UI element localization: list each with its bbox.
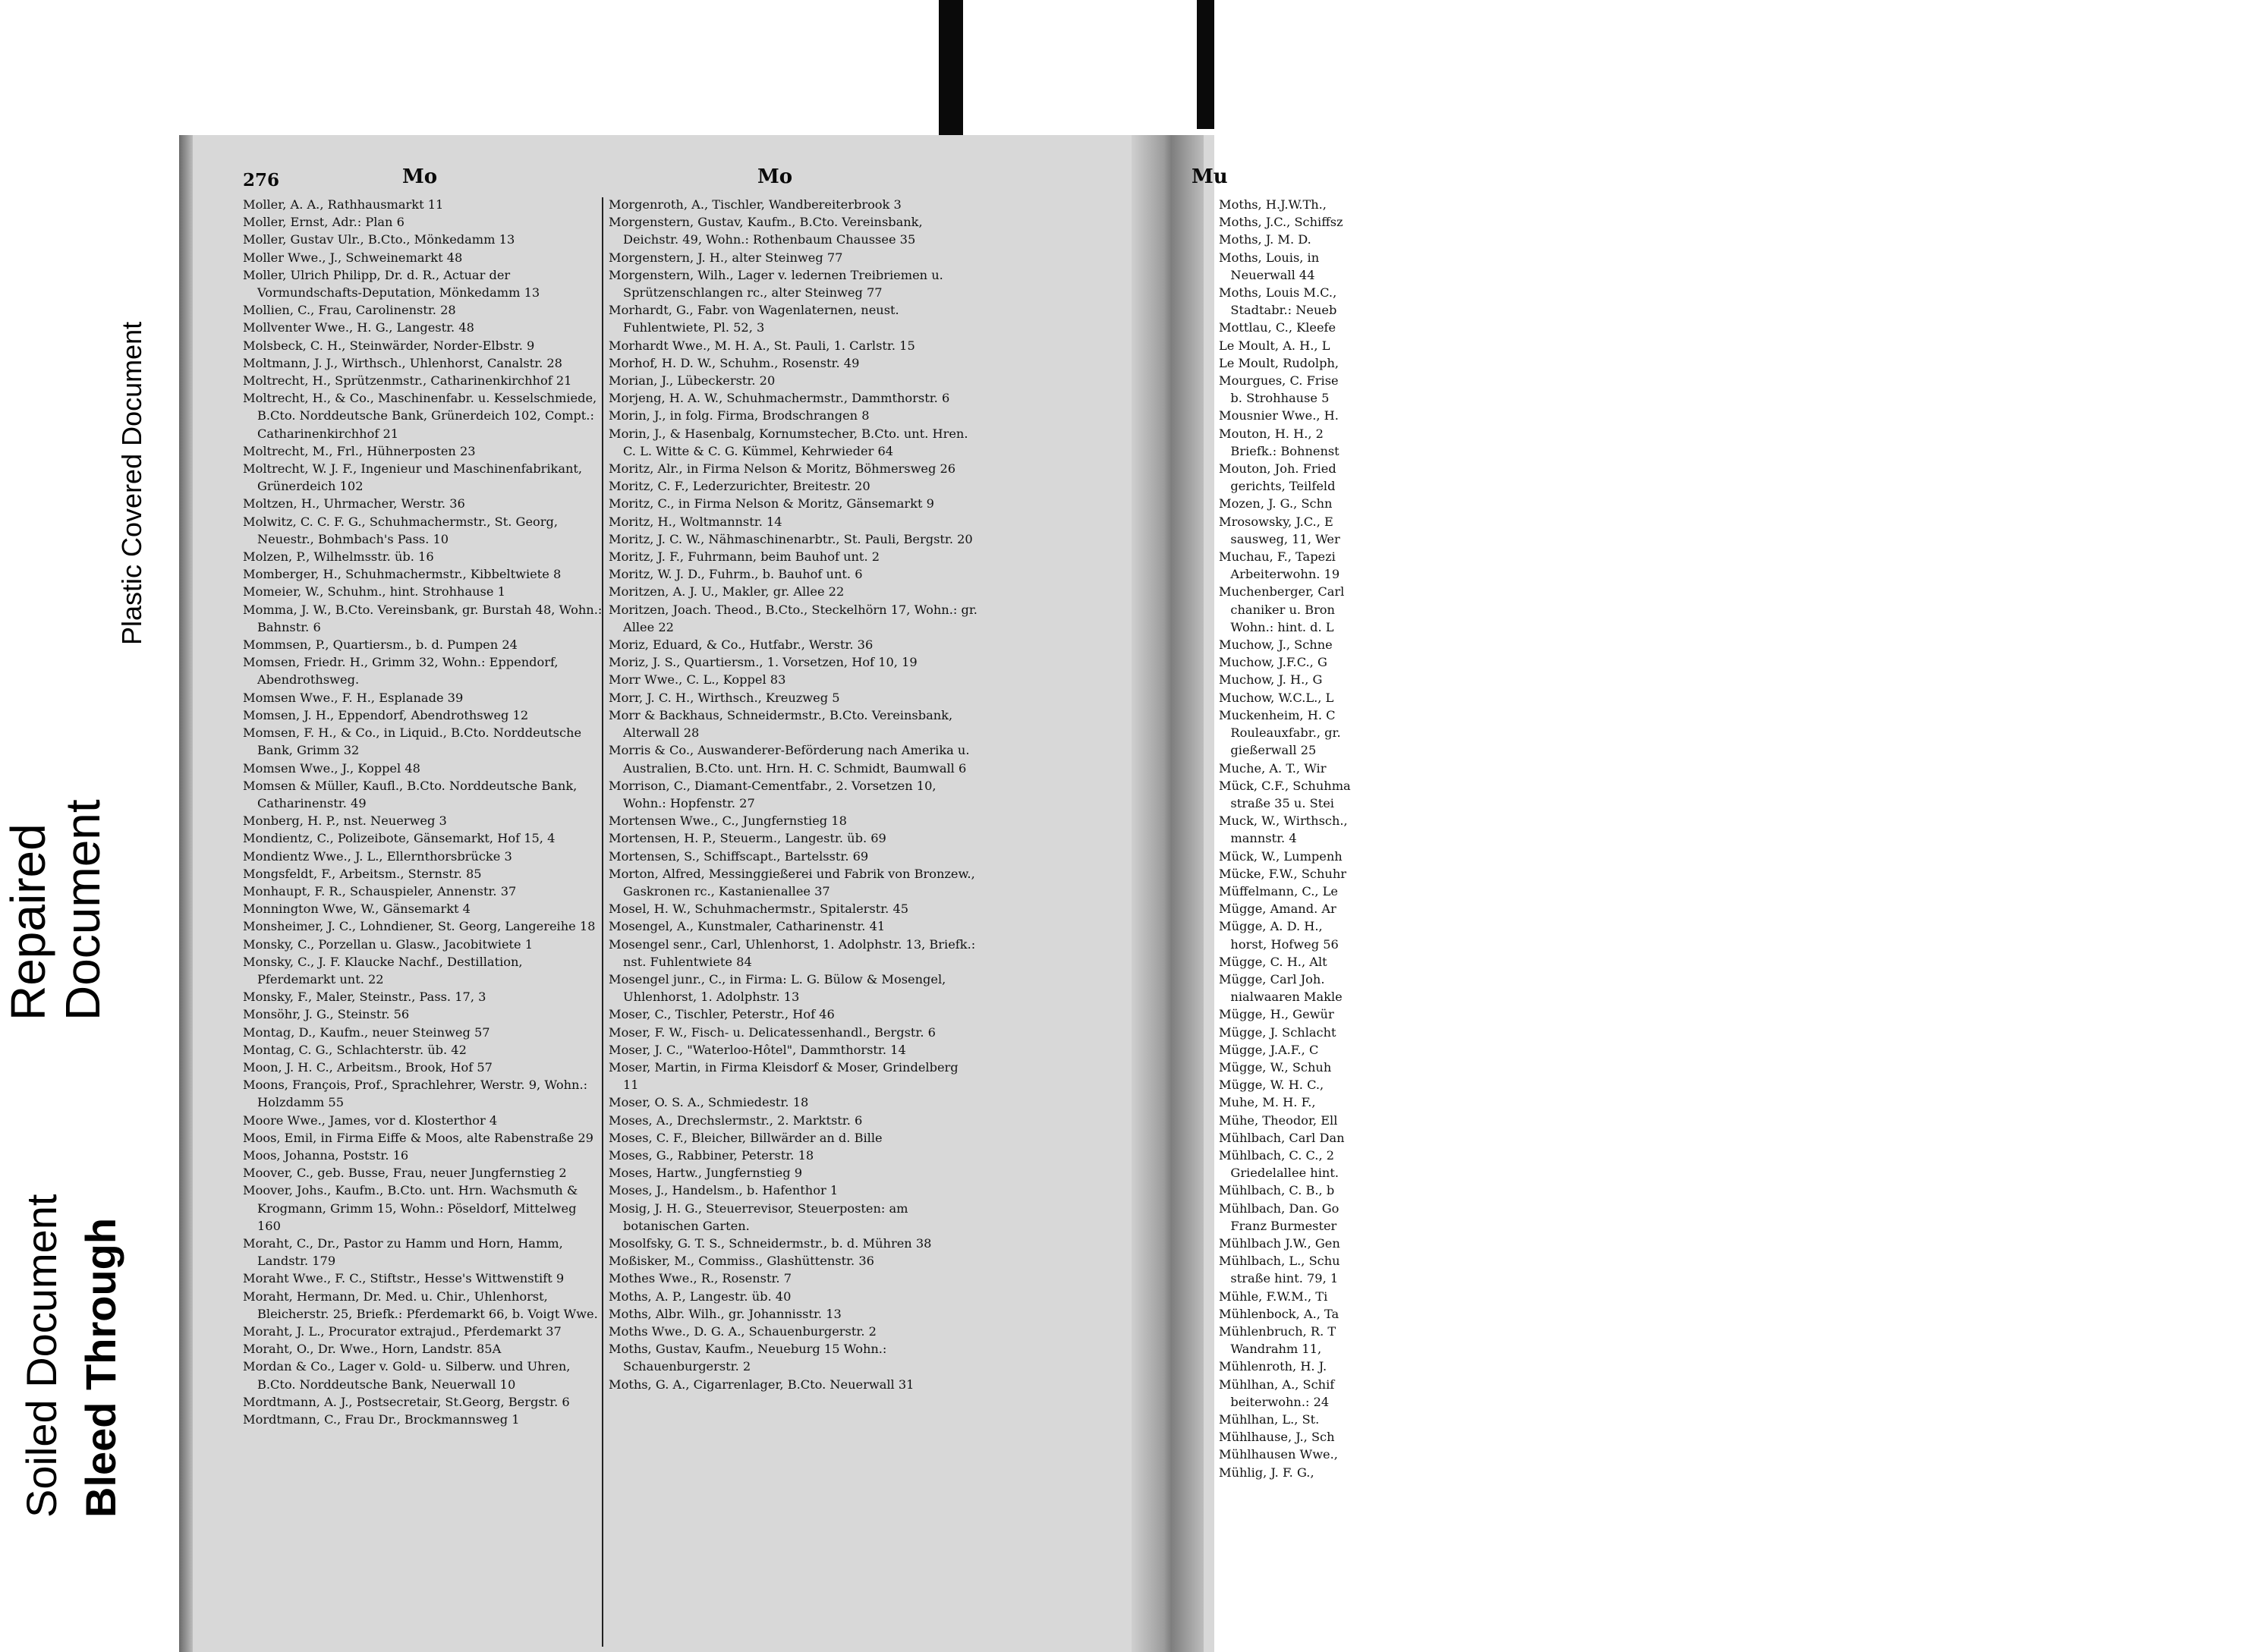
directory-entry: Mosolfsky, G. T. S., Schneidermstr., b. d. Mühren 38	[609, 1235, 932, 1251]
directory-entry: Morgenstern, Gustav, Kaufm., B.Cto. Vereinsbank, Deichstr. 49, Wohn.: Rothenbaum Chaussee 35	[609, 215, 923, 247]
partial-entry: Mügge, C. H., Alt	[1219, 954, 1327, 969]
directory-entry: Monnington Wwe, W., Gänsemarkt 4	[243, 902, 471, 917]
label-soiled: Soiled Document	[17, 1194, 65, 1518]
partial-entry: Mühle, F.W.M., Ti	[1219, 1289, 1328, 1304]
partial-entry: Le Moult, A. H., L	[1219, 338, 1330, 353]
directory-entry: Mollien, C., Frau, Carolinenstr. 28	[243, 303, 456, 318]
label-bleed-through: Bleed Through	[77, 1217, 124, 1518]
directory-entry: Moser, O. S. A., Schmiedestr. 18	[609, 1095, 809, 1110]
directory-entry: Molsbeck, C. H., Steinwärder, Norder-Elbstr. 9	[243, 338, 535, 353]
directory-entry: Moraht, Hermann, Dr. Med. u. Chir., Uhlenhorst, Bleicherstr. 25, Briefk.: Pferdemarkt 66, b. Voigt Wwe.	[243, 1289, 598, 1321]
partial-entry: Mühlhause, J., Sch	[1219, 1430, 1335, 1445]
partial-entry: gerichts, Teilfeld	[1219, 479, 1336, 494]
page-edge	[179, 135, 193, 1652]
partial-entry: Mühlhan, A., Schif	[1219, 1377, 1335, 1392]
directory-entry: Montag, D., Kaufm., neuer Steinweg 57	[243, 1024, 490, 1040]
directory-entry: Moltrecht, H., & Co., Maschinenfabr. u. Kesselschmiede, B.Cto. Norddeutsche Bank, Grünerdeich 102, Compt.: Catharinenkirchhof 21	[243, 391, 597, 441]
directory-entry: Moraht, J. L., Procurator extrajud., Pferdemarkt 37	[243, 1324, 562, 1339]
running-head-left: Mo	[402, 165, 438, 188]
partial-entry: Mühlenroth, H. J.	[1219, 1359, 1327, 1374]
partial-entry: Mügge, A. D. H.,	[1219, 919, 1323, 934]
directory-entry: Mothes Wwe., R., Rosenstr. 7	[609, 1271, 792, 1286]
directory-entry: Moraht, C., Dr., Pastor zu Hamm und Horn, Hamm, Landstr. 179	[243, 1235, 563, 1269]
partial-entry: Mück, C.F., Schuhma	[1219, 778, 1351, 793]
directory-entry: Monsky, C., J. F. Klaucke Nachf., Destillation, Pferdemarkt unt. 22	[243, 954, 523, 986]
directory-entry: Mollventer Wwe., H. G., Langestr. 48	[243, 320, 474, 335]
partial-entry: Muchow, W.C.L., L	[1219, 690, 1334, 705]
partial-entry: Mouton, H. H., 2	[1219, 426, 1324, 441]
directory-entry: Moritz, Alr., in Firma Nelson & Moritz, Böhmersweg 26	[609, 461, 956, 477]
directory-entry: Morr Wwe., C. L., Koppel 83	[609, 672, 786, 688]
partial-entry: Mügge, Amand. Ar	[1219, 902, 1336, 917]
partial-entry: Muchow, J. H., G	[1219, 672, 1323, 688]
directory-entry: Morr & Backhaus, Schneidermstr., B.Cto. Vereinsbank, Alterwall 28	[609, 707, 953, 741]
partial-entry: Mühlbach, Dan. Go	[1219, 1200, 1339, 1216]
partial-entry: beiterwohn.: 24	[1219, 1394, 1330, 1409]
partial-entry: Mourgues, C. Frise	[1219, 373, 1339, 389]
partial-entry: Muhe, M. H. F.,	[1219, 1095, 1316, 1110]
partial-entry: Muck, W., Wirthsch.,	[1219, 813, 1348, 829]
partial-entry: Mühlenbruch, R. T	[1219, 1324, 1336, 1339]
directory-entry: Moses, G., Rabbiner, Peterstr. 18	[609, 1147, 814, 1163]
partial-entry: Mügge, J.A.F., C	[1219, 1042, 1319, 1057]
directory-entry: Mongsfeldt, F., Arbeitsm., Sternstr. 85	[243, 866, 482, 881]
directory-entry: Moses, C. F., Bleicher, Billwärder an d. Bille	[609, 1130, 883, 1145]
scanner-black-bar	[939, 0, 963, 135]
directory-entry: Mosengel junr., C., in Firma: L. G. Bülow & Mosengel, Uhlenhorst, 1. Adolphstr. 13	[609, 971, 946, 1005]
partial-entry: straße 35 u. Stei	[1219, 795, 1334, 810]
directory-entry: Momsen, F. H., & Co., in Liquid., B.Cto. Norddeutsche Bank, Grimm 32	[243, 725, 582, 758]
partial-entry: Mühlhausen Wwe.,	[1219, 1447, 1338, 1462]
partial-entry: Mügge, Carl Joh.	[1219, 971, 1325, 986]
partial-entry: Mühlhan, L., St.	[1219, 1412, 1320, 1427]
partial-entry: Mück, W., Lumpenh	[1219, 848, 1343, 864]
directory-entry: Momsen, Friedr. H., Grimm 32, Wohn.: Eppendorf, Abendrothsweg.	[243, 655, 559, 688]
directory-entry: Moover, C., geb. Busse, Frau, neuer Jungfernstieg 2	[243, 1166, 567, 1181]
directory-entry: Moller, Gustav Ulr., B.Cto., Mönkedamm 13	[243, 232, 515, 247]
directory-entry: Mortensen Wwe., C., Jungfernstieg 18	[609, 813, 847, 829]
directory-entry: Moths Wwe., D. G. A., Schauenburgerstr. 2	[609, 1324, 877, 1339]
column-divider	[602, 197, 603, 1647]
partial-entry: sausweg, 11, Wer	[1219, 531, 1340, 546]
book-page	[179, 135, 1351, 1652]
directory-entry: Mordtmann, C., Frau Dr., Brockmannsweg 1	[243, 1412, 520, 1427]
partial-entry: Mügge, W., Schuh	[1219, 1059, 1332, 1075]
partial-entry: Mouton, Joh. Fried	[1219, 461, 1336, 477]
directory-entry: Mordtmann, A. J., Postsecretair, St.Georg, Bergstr. 6	[243, 1394, 570, 1409]
directory-entry: Moller, Ernst, Adr.: Plan 6	[243, 215, 405, 230]
partial-entry: Mühe, Theodor, Ell	[1219, 1112, 1338, 1128]
directory-entry: Moser, C., Tischler, Peterstr., Hof 46	[609, 1007, 835, 1022]
partial-entry: Mühlbach, Carl Dan	[1219, 1130, 1345, 1145]
directory-entry: Monsky, F., Maler, Steinstr., Pass. 17, 3	[243, 990, 486, 1005]
directory-entry: Morhof, H. D. W., Schuhm., Rosenstr. 49	[609, 355, 860, 370]
directory-entry: Moltrecht, W. J. F., Ingenieur und Maschinenfabrikant, Grünerdeich 102	[243, 461, 583, 494]
directory-entry: Moses, J., Handelsm., b. Hafenthor 1	[609, 1183, 839, 1198]
running-head-right: Mo	[757, 165, 793, 188]
directory-entry: Moritzen, Joach. Theod., B.Cto., Steckelhörn 17, Wohn.: gr. Allee 22	[609, 602, 977, 634]
directory-entry: Moover, Johs., Kaufm., B.Cto. unt. Hrn. Wachsmuth & Krogmann, Grimm 15, Wohn.: Pöseldorf, Mittelweg 160	[243, 1183, 578, 1233]
partial-entry: chaniker u. Bron	[1219, 602, 1335, 617]
partial-entry: Arbeiterwohn. 19	[1219, 567, 1340, 582]
directory-entry: Morgenstern, J. H., alter Steinweg 77	[609, 250, 843, 265]
partial-entry: Moths, J. M. D.	[1219, 232, 1311, 247]
partial-entry: Briefk.: Bohnenst	[1219, 443, 1339, 458]
partial-entry: Mousnier Wwe., H.	[1219, 408, 1339, 423]
directory-entry: Moos, Johanna, Poststr. 16	[243, 1147, 409, 1163]
directory-entry: Moser, Martin, in Firma Kleisdorf & Moser, Grindelberg 11	[609, 1059, 959, 1093]
directory-entry: Mortensen, S., Schiffscapt., Bartelsstr. 69	[609, 848, 869, 864]
partial-entry: straße hint. 79, 1	[1219, 1271, 1339, 1286]
directory-entry: Morhardt Wwe., M. H. A., St. Pauli, 1. Carlstr. 15	[609, 338, 915, 353]
directory-entry: Morton, Alfred, Messinggießerei und Fabrik von Bronzew., Gaskronen rc., Kastanienallee 37	[609, 866, 975, 898]
directory-entry: Moon, J. H. C., Arbeitsm., Brook, Hof 57	[243, 1059, 493, 1075]
directory-entry: Morrison, C., Diamant-Cementfabr., 2. Vorsetzen 10, Wohn.: Hopfenstr. 27	[609, 778, 937, 810]
partial-entry: Mügge, W. H. C.,	[1219, 1078, 1324, 1093]
directory-entry: Moriz, J. S., Quartiersm., 1. Vorsetzen, Hof 10, 19	[609, 655, 918, 670]
partial-entry: Muchenberger, Carl	[1219, 584, 1345, 599]
directory-entry: Momeier, W., Schuhm., hint. Strohhause 1	[243, 584, 505, 599]
partial-entry: Mühlbach, C. C., 2	[1219, 1147, 1335, 1163]
partial-entry: Moths, Louis M.C.,	[1219, 285, 1337, 301]
directory-entry: Morian, J., Lübeckerstr. 20	[609, 373, 776, 389]
partial-entry: Wandrahm 11,	[1219, 1342, 1322, 1357]
partial-entry: Mühlbach, L., Schu	[1219, 1254, 1340, 1269]
directory-entry: Monberg, H. P., nst. Neuerweg 3	[243, 813, 447, 829]
directory-entry: Mosig, J. H. G., Steuerrevisor, Steuerposten: am botanischen Garten.	[609, 1200, 908, 1233]
column-partial	[1219, 196, 2254, 1481]
partial-entry: Muchau, F., Tapezi	[1219, 549, 1336, 565]
directory-entry: Molzen, P., Wilhelmsstr. üb. 16	[243, 549, 434, 565]
directory-entry: Monsky, C., Porzellan u. Glasw., Jacobitwiete 1	[243, 936, 534, 952]
running-head-next: Mu	[1192, 165, 1228, 188]
directory-entry: Morris & Co., Auswanderer-Beförderung nach Amerika u. Australien, B.Cto. unt. Hrn. H. C. Schmidt, Baumwall 6	[609, 743, 970, 776]
directory-entry: Momsen & Müller, Kaufl., B.Cto. Norddeutsche Bank, Catharinenstr. 49	[243, 778, 578, 810]
partial-entry: Mottlau, C., Kleefe	[1219, 320, 1336, 335]
partial-entry: Mügge, J. Schlacht	[1219, 1024, 1336, 1040]
partial-entry: Neuerwall 44	[1219, 267, 1315, 282]
directory-entry: Mondientz, C., Polizeibote, Gänsemarkt, Hof 15, 4	[243, 831, 556, 846]
column-right	[609, 196, 977, 1393]
partial-entry: Mügge, H., Gewür	[1219, 1007, 1334, 1022]
partial-entry: Mühlig, J. F. G.,	[1219, 1465, 1314, 1480]
partial-entry: Moths, H.J.W.Th.,	[1219, 197, 1327, 212]
directory-entry: Moths, A. P., Langestr. üb. 40	[609, 1289, 792, 1304]
directory-entry: Morgenroth, A., Tischler, Wandbereiterbrook 3	[609, 197, 902, 212]
directory-entry: Moritz, H., Woltmannstr. 14	[609, 514, 782, 529]
directory-entry: Momberger, H., Schuhmachermstr., Kibbeltwiete 8	[243, 567, 562, 582]
directory-entry: Morjeng, H. A. W., Schuhmachermstr., Dammthorstr. 6	[609, 391, 950, 406]
directory-entry: Moons, François, Prof., Sprachlehrer, Werstr. 9, Wohn.: Holzdamm 55	[243, 1078, 588, 1110]
directory-entry: Mosengel senr., Carl, Uhlenhorst, 1. Adolphstr. 13, Briefk.: nst. Fuhlentwiete 84	[609, 936, 976, 969]
label-repaired-line2: Document	[55, 799, 110, 1021]
label-plastic-covered: Plastic Covered Document	[116, 321, 147, 645]
partial-entry: Muchow, J., Schne	[1219, 637, 1333, 653]
partial-entry: Franz Burmester	[1219, 1218, 1337, 1233]
directory-entry: Momsen Wwe., F. H., Esplanade 39	[243, 690, 464, 705]
directory-entry: Monsheimer, J. C., Lohndiener, St. Georg, Langereihe 18	[243, 919, 596, 934]
directory-entry: Moritz, C. F., Lederzurichter, Breitestr. 20	[609, 479, 870, 494]
directory-entry: Moriz, Eduard, & Co., Hutfabr., Werstr. 36	[609, 637, 874, 653]
directory-entry: Mosengel, A., Kunstmaler, Catharinenstr. 41	[609, 919, 886, 934]
partial-entry: Muche, A. T., Wir	[1219, 760, 1327, 776]
partial-entry: Le Moult, Rudolph,	[1219, 355, 1339, 370]
directory-entry: Moltrecht, H., Sprützenmstr., Catharinenkirchhof 21	[243, 373, 572, 389]
directory-entry: Moths, Albr. Wilh., gr. Johannisstr. 13	[609, 1306, 842, 1321]
directory-entry: Moller, A. A., Rathhausmarkt 11	[243, 197, 444, 212]
directory-entry: Moritzen, A. J. U., Makler, gr. Allee 22	[609, 584, 845, 599]
directory-entry: Moller Wwe., J., Schweinemarkt 48	[243, 250, 463, 265]
partial-entry: Wohn.: hint. d. L	[1219, 619, 1334, 634]
directory-entry: Momma, J. W., B.Cto. Vereinsbank, gr. Burstah 48, Wohn.: Bahnstr. 6	[243, 602, 603, 634]
column-left	[243, 196, 603, 1428]
directory-entry: Moths, G. A., Cigarrenlager, B.Cto. Neuerwall 31	[609, 1377, 915, 1392]
directory-entry: Morin, J., in folg. Firma, Brodschrangen 8	[609, 408, 870, 423]
directory-entry: Moore Wwe., James, vor d. Klosterthor 4	[243, 1112, 498, 1128]
directory-entry: Mortensen, H. P., Steuerm., Langestr. üb. 69	[609, 831, 886, 846]
directory-entry: Monhaupt, F. R., Schauspieler, Annenstr. 37	[243, 883, 517, 898]
partial-entry: Mühlbach J.W., Gen	[1219, 1235, 1340, 1251]
directory-entry: Moltrecht, M., Frl., Hühnerposten 23	[243, 443, 476, 458]
directory-entry: Moos, Emil, in Firma Eiffe & Moos, alte Rabenstraße 29	[243, 1130, 593, 1145]
directory-entry: Moths, Gustav, Kaufm., Neueburg 15 Wohn.: Schauenburgerstr. 2	[609, 1342, 887, 1374]
page-gutter	[1132, 135, 1204, 1652]
directory-entry: Moller, Ulrich Philipp, Dr. d. R., Actuar der Vormundschafts-Deputation, Mönkedamm 13	[243, 267, 540, 301]
directory-entry: Mondientz Wwe., J. L., Ellernthorsbrücke 3	[243, 848, 512, 864]
directory-entry: Morin, J., & Hasenbalg, Kornumstecher, B.Cto. unt. Hren. C. L. Witte & C. G. Kümmel, Kehrwieder 64	[609, 426, 968, 458]
partial-entry: mannstr. 4	[1219, 831, 1297, 846]
directory-entry: Morgenstern, Wilh., Lager v. ledernen Treibriemen u. Sprützenschlangen rc., alter Steinweg 77	[609, 267, 943, 301]
partial-entry: Muchow, J.F.C., G	[1219, 655, 1327, 670]
directory-entry: Molwitz, C. C. F. G., Schuhmachermstr., St. Georg, Neuestr., Bohmbach's Pass. 10	[243, 514, 559, 546]
directory-entry: Momsen Wwe., J., Koppel 48	[243, 760, 420, 776]
partial-entry: gießerwall 25	[1219, 743, 1317, 758]
partial-entry: Muckenheim, H. C	[1219, 707, 1336, 722]
directory-entry: Mordan & Co., Lager v. Gold- u. Silberw. und Uhren, B.Cto. Norddeutsche Bank, Neuerwall 10	[243, 1359, 571, 1392]
directory-entry: Moritz, J. F., Fuhrmann, beim Bauhof unt. 2	[609, 549, 880, 565]
partial-entry: Mücke, F.W., Schuhr	[1219, 866, 1347, 881]
directory-entry: Moltzen, H., Uhrmacher, Werstr. 36	[243, 496, 465, 511]
directory-entry: Moßisker, M., Commiss., Glashüttenstr. 36	[609, 1254, 874, 1269]
directory-entry: Moritz, J. C. W., Nähmaschinenarbtr., St. Pauli, Bergstr. 20	[609, 531, 973, 546]
scanner-edge-right	[1197, 0, 1214, 129]
partial-entry: Mühlenbock, A., Ta	[1219, 1306, 1339, 1321]
partial-entry: Moths, Louis, in	[1219, 250, 1320, 265]
partial-entry: Mozen, J. G., Schn	[1219, 496, 1333, 511]
directory-entry: Montag, C. G., Schlachterstr. üb. 42	[243, 1042, 467, 1057]
label-repaired-line1: Repaired	[1, 823, 55, 1021]
page-number: 276	[243, 170, 280, 190]
partial-entry: nialwaaren Makle	[1219, 990, 1343, 1005]
partial-entry: Mrosowsky, J.C., E	[1219, 514, 1333, 529]
partial-entry: Mühlbach, C. B., b	[1219, 1183, 1335, 1198]
partial-entry: b. Strohhause 5	[1219, 391, 1330, 406]
directory-entry: Moser, F. W., Fisch- u. Delicatessenhandl., Bergstr. 6	[609, 1024, 936, 1040]
directory-entry: Morhardt, G., Fabr. von Wagenlaternen, neust. Fuhlentwiete, Pl. 52, 3	[609, 303, 899, 335]
directory-entry: Moser, J. C., "Waterloo-Hôtel", Dammthorstr. 14	[609, 1042, 906, 1057]
directory-entry: Morr, J. C. H., Wirthsch., Kreuzweg 5	[609, 690, 840, 705]
partial-entry: Stadtabr.: Neueb	[1219, 303, 1337, 318]
directory-entry: Moses, A., Drechslermstr., 2. Marktstr. 6	[609, 1112, 863, 1128]
directory-entry: Moraht, O., Dr. Wwe., Horn, Landstr. 85A	[243, 1342, 502, 1357]
directory-entry: Moritz, C., in Firma Nelson & Moritz, Gänsemarkt 9	[609, 496, 934, 511]
partial-entry: Müffelmann, C., Le	[1219, 883, 1338, 898]
directory-entry: Momsen, J. H., Eppendorf, Abendrothsweg 12	[243, 707, 529, 722]
directory-entry: Moltmann, J. J., Wirthsch., Uhlenhorst, Canalstr. 28	[243, 355, 562, 370]
partial-entry: horst, Hofweg 56	[1219, 936, 1339, 952]
partial-entry: Griedelallee hint.	[1219, 1166, 1339, 1181]
directory-entry: Moses, Hartw., Jungfernstieg 9	[609, 1166, 802, 1181]
partial-entry: Moths, J.C., Schiffsz	[1219, 215, 1343, 230]
directory-entry: Mosel, H. W., Schuhmachermstr., Spitalerstr. 45	[609, 902, 909, 917]
directory-entry: Moritz, W. J. D., Fuhrm., b. Bauhof unt. 6	[609, 567, 863, 582]
directory-entry: Monsöhr, J. G., Steinstr. 56	[243, 1007, 410, 1022]
directory-entry: Mommsen, P., Quartiersm., b. d. Pumpen 24	[243, 637, 518, 653]
directory-entry: Moraht Wwe., F. C., Stiftstr., Hesse's Wittwenstift 9	[243, 1271, 565, 1286]
partial-entry: Rouleauxfabr., gr.	[1219, 725, 1341, 741]
